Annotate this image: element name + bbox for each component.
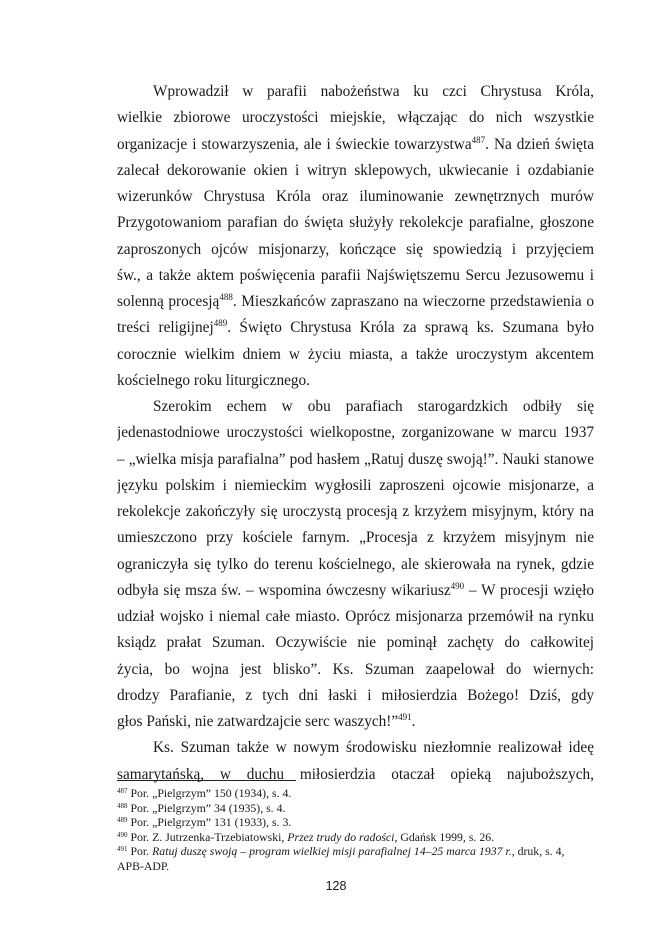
text-line — [117, 447, 594, 473]
text-line — [117, 709, 594, 735]
footnote-title: Ratuj duszę swoją – program wielkiej misji parafialnej 14–25 marca 1937 r. — [152, 844, 512, 858]
text-segment: wizerunków Chrystusa Króla oraz iluminowanie zewnętrznych murów — [117, 188, 594, 205]
text-line — [117, 79, 594, 105]
text-segment: ksiądz prałat Szuman. Oczywiście nie pominął zachęty do całkowitej — [117, 634, 594, 652]
footnote-separator — [117, 780, 296, 781]
text-segment: organizacje i stowarzyszenia, ale i świeckie towarzystwa — [117, 135, 472, 153]
text-segment: Szerokim echem w obu parafiach starogardzkich odbiły się — [153, 398, 594, 415]
text-segment: kościelnego roku liturgicznego. — [117, 371, 311, 389]
text-segment: języku polskim i niemieckim wygłosili zaproszeni ojcowie misjonarze, a — [117, 476, 594, 494]
text-segment: Przygotowaniom parafian do święta służyły rekolekcje parafialne, głoszone — [117, 214, 594, 232]
text-line — [117, 420, 594, 446]
footnote-number: 491 — [117, 845, 128, 853]
text-line — [117, 132, 594, 158]
text-line — [117, 473, 594, 499]
text-segment: – „wielka misja parafialna” pod hasłem „Ratuj duszę swoją!”. Nauki stanowe — [117, 450, 594, 468]
footnote-text: Por. „Pielgrzym” 150 (1934), s. 4. — [127, 786, 292, 800]
text-line — [117, 315, 594, 341]
text-segment: – W procesji wzięło — [464, 581, 594, 599]
footnote-reference: 487 — [471, 134, 486, 145]
text-line — [117, 394, 594, 420]
text-segment: solenną procesją — [117, 293, 220, 310]
text-segment: . Święto Chrystusa Króla za sprawą ks. Szumana było — [227, 319, 594, 337]
text-segment: . — [411, 713, 416, 730]
text-line — [117, 683, 594, 709]
text-line — [117, 499, 594, 525]
footnote-text: Por. „Pielgrzym” 34 (1935), s. 4. — [127, 800, 286, 815]
text-segment: św., a także aktem poświęcenia parafii Najświętszemu Sercu Jezusowemu i — [117, 266, 594, 284]
text-line — [117, 525, 594, 551]
text-segment: corocznie wielkim dniem w życiu miasta, a także uroczystym akcentem — [117, 345, 594, 363]
text-line — [117, 342, 594, 368]
footnote-text: Por. „Pielgrzym” 131 (1933), s. 3. — [127, 815, 292, 829]
text-line — [117, 657, 594, 683]
text-line — [117, 735, 594, 761]
footnote-number: 487 — [117, 787, 128, 795]
footnote — [117, 815, 594, 830]
footnote-text: , Gdańsk 1999, s. 26. — [394, 829, 495, 844]
text-segment: odbyła się msza św. – wspomina ówczesny wikariusz — [117, 581, 451, 599]
text-line — [117, 368, 594, 394]
footnote — [117, 830, 594, 845]
text-line — [117, 578, 594, 604]
footnote — [117, 859, 594, 874]
text-line — [117, 158, 594, 184]
footnote-number: 490 — [117, 830, 128, 839]
footnote-reference: 489 — [213, 318, 228, 329]
footnote-reference: 490 — [450, 580, 465, 591]
footnote-text: Por. — [127, 844, 153, 858]
text-line — [117, 604, 594, 630]
text-line — [117, 184, 594, 210]
text-segment: ograniczyła się tylko do terenu kościelnego, ale skierowała na rynek, gdzie — [117, 555, 594, 573]
text-segment: Ks. Szuman także w nowym środowisku niezłomnie realizował ideę — [153, 739, 594, 757]
footnotes — [117, 786, 594, 873]
footnote-title: Przez trudy do radości — [287, 829, 395, 844]
text-segment: życia, bo wojna jest blisko”. Ks. Szuman zaapelował do wiernych: — [117, 660, 594, 678]
footnote — [117, 801, 594, 816]
footnote-number: 489 — [117, 816, 128, 824]
text-segment: rekolekcje zakończyły się uroczystą procesją z krzyżem misyjnym, który na — [117, 503, 594, 520]
text-segment: zalecał dekorowanie okien i witryn sklepowych, ukwiecanie i ozdabianie — [117, 161, 594, 179]
footnote — [117, 844, 594, 859]
text-line — [117, 237, 594, 263]
text-segment: zaproszonych ojców misjonarzy, kończące się spowiedzią i przyjęciem — [117, 240, 594, 258]
text-line — [117, 630, 594, 656]
footnote-number: 488 — [117, 801, 128, 810]
text-line — [117, 289, 594, 315]
footnote-text: APB-ADP. — [117, 858, 170, 873]
footnote-reference: 488 — [219, 292, 233, 302]
text-line — [117, 552, 594, 578]
text-segment: drodzy Parafianie, z tych dni łaski i miłosierdzia Bożego! Dziś, gdy — [117, 686, 594, 704]
text-segment: treści religijnej — [117, 319, 214, 337]
text-segment: udział wojsko i niemal całe miasto. Oprócz misjonarza przemówił na rynku — [117, 608, 594, 625]
page-number: 128 — [325, 879, 347, 893]
text-line — [117, 210, 594, 236]
text-segment: . Na dzień święta — [485, 135, 594, 153]
footnote-reference: 491 — [398, 712, 412, 722]
text-segment: wielkie zbiorowe uroczystości miejskie, włączając do nich wszystkie — [117, 109, 594, 127]
text-segment: . Mieszkańców zapraszano na wieczorne przedstawienia o — [232, 293, 594, 310]
text-segment: umieszczono przy kościele farnym. „Procesja z krzyżem misyjnym nie — [117, 529, 594, 547]
text-line — [117, 762, 594, 788]
text-segment: głos Pański, nie zatwardzajcie serc waszych!” — [117, 713, 399, 730]
text-segment: jedenastodniowe uroczystości wielkopostne, zorganizowane w marcu 1937 — [117, 424, 594, 442]
text-line — [117, 105, 594, 131]
text-segment: samarytańską, w duchu miłosierdzia otaczał opieką najuboższych, — [117, 765, 594, 783]
text-segment: Wprowadził w parafii nabożeństwa ku czci Chrystusa Króla, — [153, 83, 594, 100]
footnote-text: Por. Z. Jutrzenka-Trzebiatowski, — [127, 829, 288, 844]
footnote — [117, 786, 594, 801]
text-line — [117, 263, 594, 289]
footnote-text: , druk, s. 4, — [511, 844, 565, 858]
main-text — [117, 79, 594, 788]
